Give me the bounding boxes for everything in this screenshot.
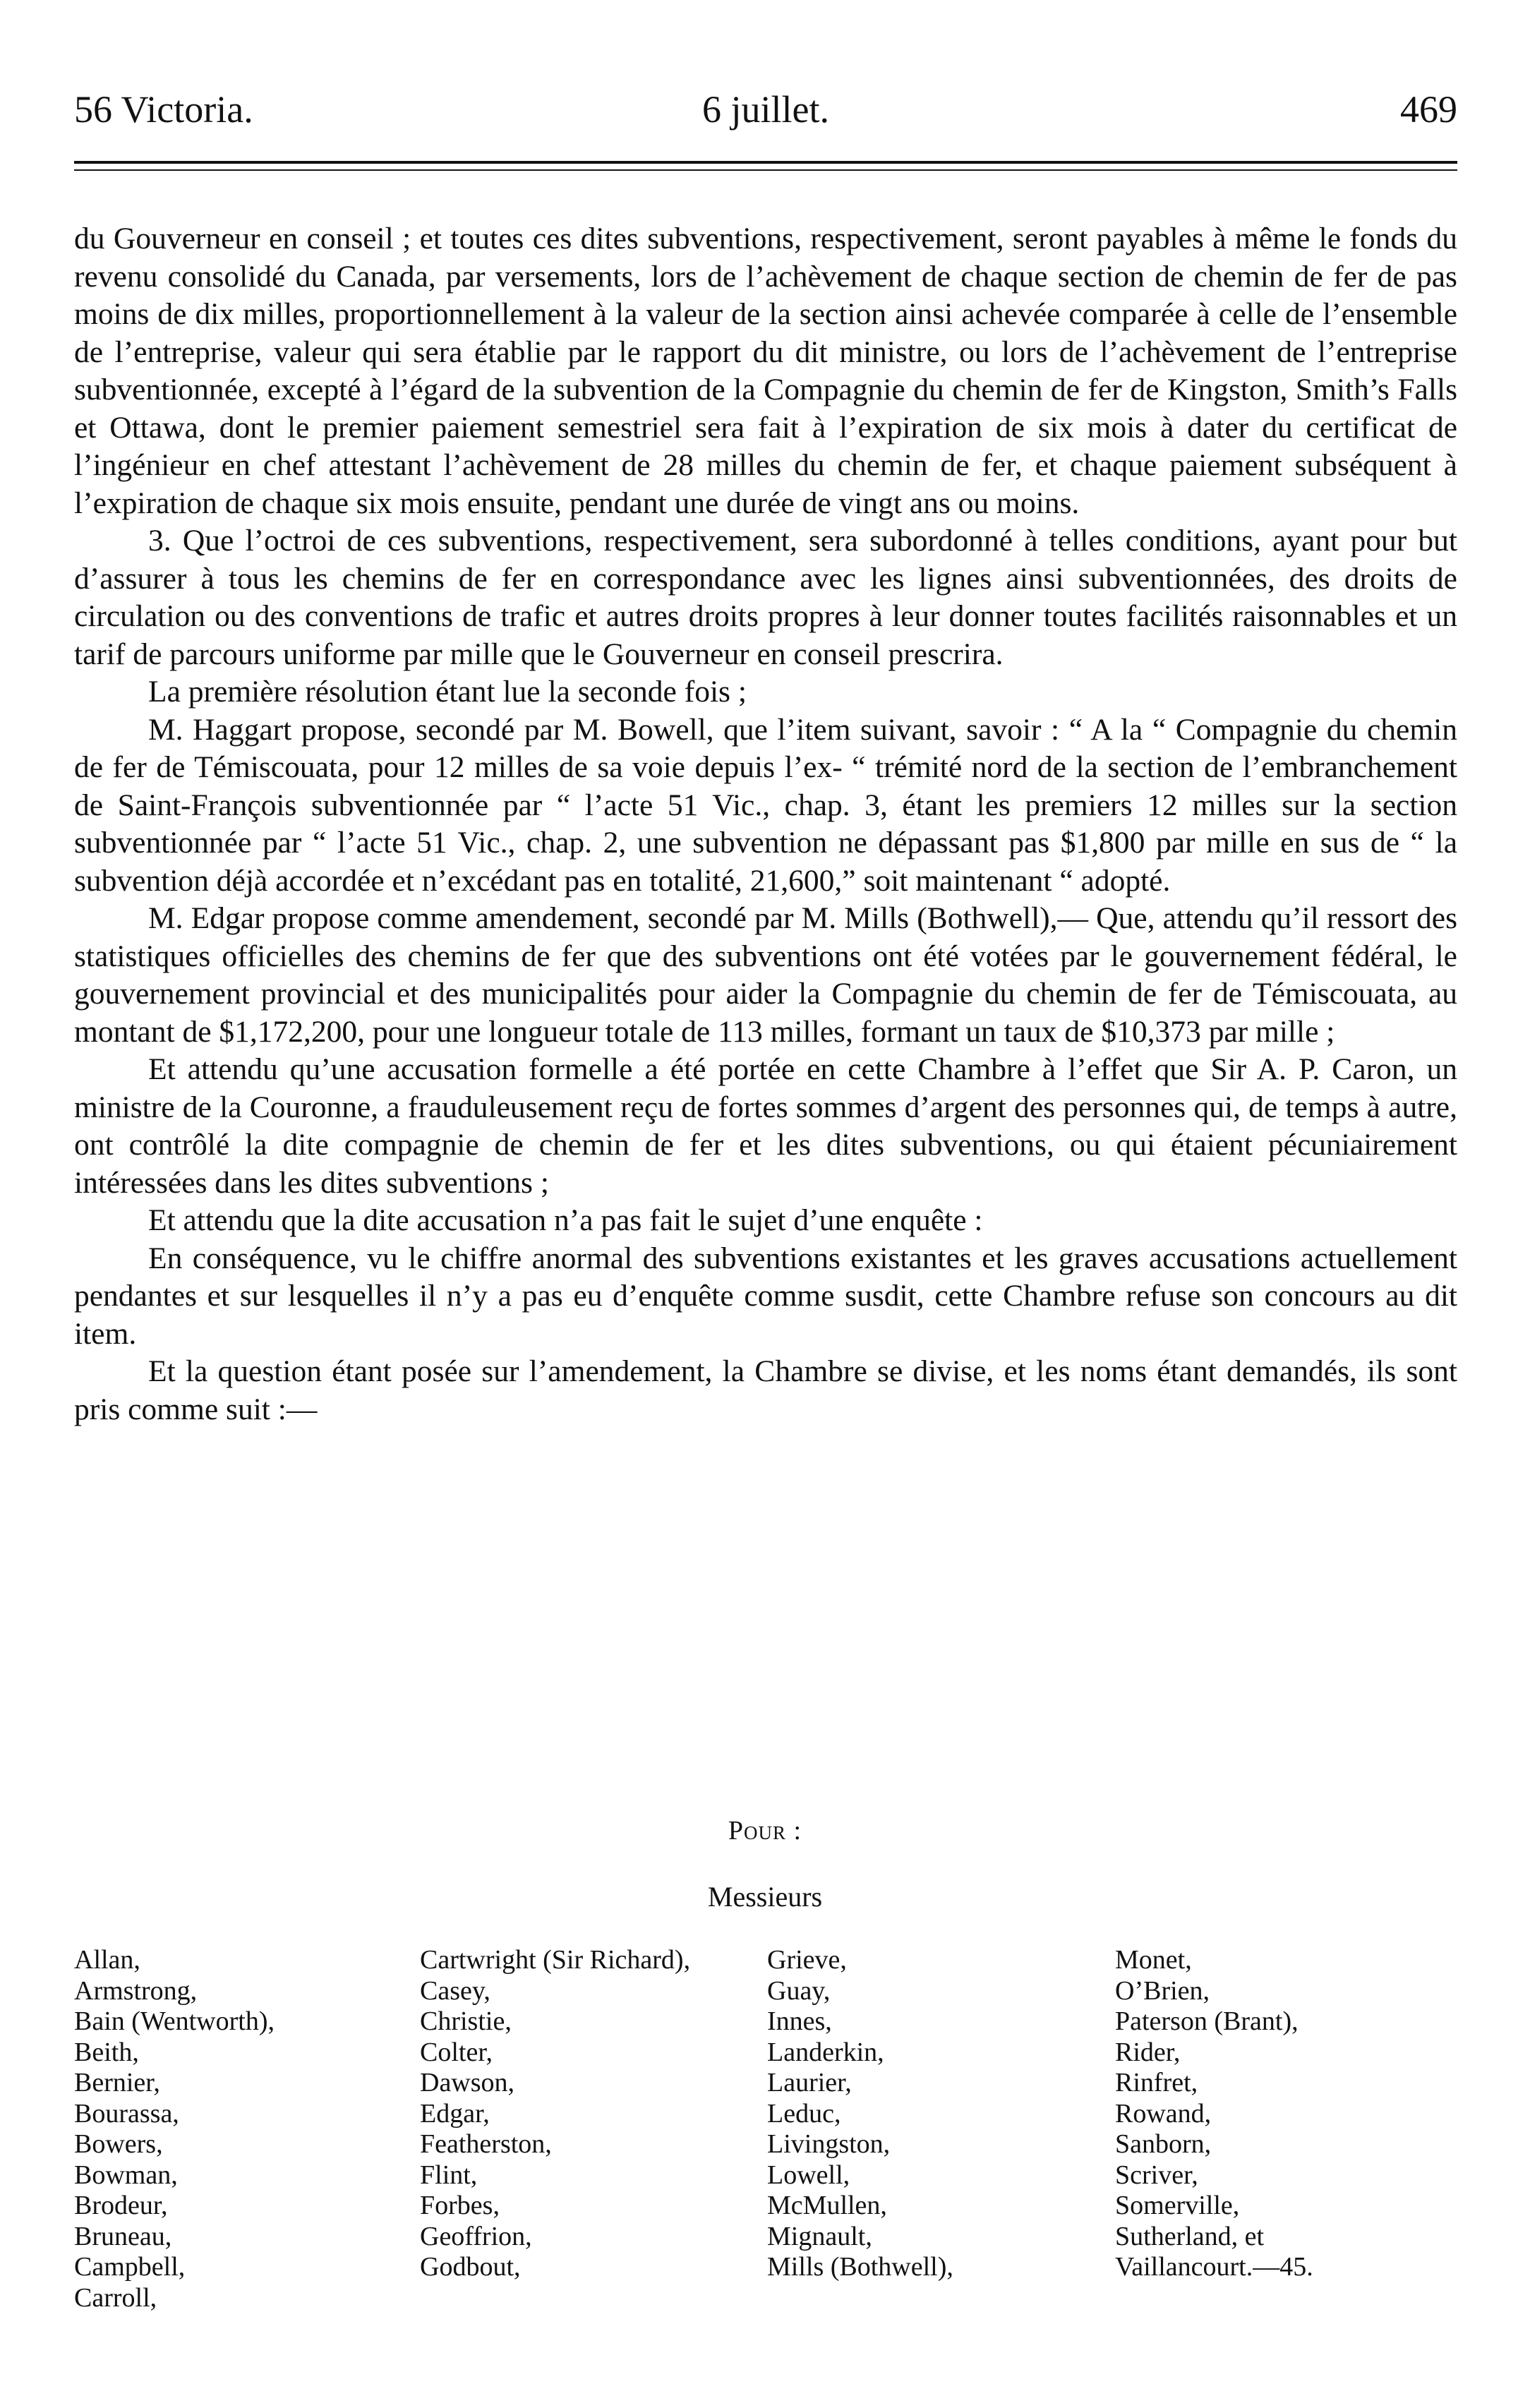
- member-name: Bowers,: [74, 2129, 163, 2159]
- member-name: Brodeur,: [74, 2191, 168, 2220]
- paragraph-accusation: Et attendu qu’une accusation formelle a été portée en cette Chambre à l’effet que Sir A. P. Caron, un ministre de la Couronne, a frauduleusement reçu de fortes sommes d’argent des personnes qui, de temps à autre, ont contrôlé la dite compagnie de chemin de fer et les dites subventions, ou qui étaient pécuniairement intéressées dans les dites subventions ;: [74, 1052, 1457, 1200]
- vote-heading: Pour :: [728, 1816, 802, 1846]
- member-name: Livingston,: [767, 2129, 891, 2159]
- member-name: Bowman,: [74, 2160, 178, 2190]
- header-session: 56 Victoria.: [74, 88, 253, 131]
- member-name: Godbout,: [420, 2252, 521, 2282]
- member-name: Bourassa,: [74, 2098, 179, 2129]
- member-name: Dawson,: [420, 2068, 515, 2097]
- header-date: 6 juillet.: [702, 88, 829, 131]
- member-name: Cartwright (Sir Richard),: [420, 1945, 691, 1975]
- header-rule-thin: [74, 169, 1457, 171]
- member-name: Innes,: [767, 2006, 832, 2036]
- member-name: Christie,: [420, 2006, 512, 2036]
- paragraph-edgar-amendment: M. Edgar propose comme amendement, secondé par M. Mills (Bothwell),— Que, attendu qu’il ressort des statistiques officielles des chemins de fer que des subventions ont été votées par le gouvernement fédéral, le gouvernement provincial et des municipalités pour aider la Compagnie du chemin de fer de Témiscouata, au montant de $1,172,200, pour une longueur totale de 113 milles, formant un taux de $10,373 par mille ;: [74, 901, 1457, 1049]
- member-name: McMullen,: [767, 2191, 887, 2220]
- member-name: Mills (Bothwell),: [767, 2252, 953, 2282]
- member-name: Forbes,: [420, 2191, 500, 2220]
- member-name: Featherston,: [420, 2129, 552, 2159]
- member-name: Geoffrion,: [420, 2221, 532, 2251]
- member-name: Laurier,: [767, 2068, 852, 2097]
- member-name: Vaillancourt.—45.: [1115, 2252, 1313, 2282]
- member-name: Scriver,: [1115, 2160, 1198, 2190]
- names-column-1: [74, 1945, 275, 2313]
- member-name: Lowell,: [767, 2160, 850, 2190]
- paragraph-no-inquiry: Et attendu que la dite accusation n’a pas fait le sujet d’une enquête :: [148, 1203, 983, 1237]
- names-column-4: [1115, 1945, 1313, 2283]
- member-name: Mignault,: [767, 2221, 872, 2251]
- member-name: Bain (Wentworth),: [74, 2006, 275, 2036]
- member-name: Bruneau,: [74, 2221, 172, 2251]
- member-name: Sanborn,: [1115, 2129, 1212, 2159]
- member-name: Bernier,: [74, 2068, 160, 2097]
- member-name: Landerkin,: [767, 2037, 884, 2067]
- member-name: Rider,: [1115, 2037, 1181, 2067]
- member-name: Leduc,: [767, 2098, 841, 2129]
- names-column-3: [767, 1945, 953, 2283]
- member-name: Somerville,: [1115, 2191, 1240, 2220]
- member-name: Campbell,: [74, 2252, 186, 2282]
- vote-names-list: [74, 1945, 1457, 2340]
- member-name: Colter,: [420, 2037, 493, 2067]
- paragraph-haggart-motion: M. Haggart propose, secondé par M. Bowell, que l’item suivant, savoir : “ A la “ Compagnie du chemin de fer de Témiscouata, pour 12 milles de sa voie depuis l’ex- “ trémité nord de la section de l’embranchement de Saint-François subventionnée par “ l’acte 51 Vic., chap. 3, étant les premiers 12 milles sur la section subventionnée par “ l’acte 51 Vic., chap. 2, une subvention ne dépassant pas $1,800 par mille en sus de “ la subvention déjà accordée et n’excédant pas en totalité, 21,600,” soit maintenant “ adopté.: [74, 712, 1457, 898]
- paragraph-continuation: du Gouverneur en conseil ; et toutes ces dites subventions, respectivement, seront payables à même le fonds du revenu consolidé du Canada, par versements, lors de l’achèvement de chaque section de chemin de fer de pas moins de dix milles, proportionnellement à la valeur de la section ainsi achevée comparée à celle de l’ensemble de l’entreprise, valeur qui sera établie par le rapport du dit ministre, ou lors de l’achèvement de l’entreprise subventionnée, excepté à l’égard de la subvention de la Compagnie du chemin de fer de Kingston, Smith’s Falls et Ottawa, dont le premier paiement semestriel sera fait à l’expiration de six mois à dater du certificat de l’ingénieur en chef attestant l’achèvement de 28 milles du chemin de fer, et chaque paiement subséquent à l’expiration de chaque six mois ensuite, pendant une durée de vingt ans ou moins.: [74, 222, 1457, 520]
- member-name: Casey,: [420, 1975, 490, 2006]
- member-name: Monet,: [1115, 1945, 1192, 1975]
- member-name: O’Brien,: [1115, 1975, 1210, 2006]
- member-name: Carroll,: [74, 2282, 157, 2313]
- paragraph-second-reading: La première résolution étant lue la seconde fois ;: [148, 675, 747, 709]
- member-name: Guay,: [767, 1975, 831, 2006]
- vote-subheading: Messieurs: [707, 1881, 823, 1913]
- body-text: [74, 220, 1457, 1428]
- member-name: Sutherland, et: [1115, 2221, 1265, 2251]
- member-name: Rinfret,: [1115, 2068, 1198, 2097]
- member-name: Allan,: [74, 1945, 140, 1975]
- member-name: Armstrong,: [74, 1975, 198, 2006]
- member-name: Beith,: [74, 2037, 139, 2067]
- member-name: Grieve,: [767, 1945, 847, 1975]
- member-name: Flint,: [420, 2160, 478, 2190]
- names-column-2: [420, 1945, 690, 2283]
- header-rule-thick: [74, 161, 1457, 164]
- member-name: Rowand,: [1115, 2098, 1212, 2129]
- member-name: Paterson (Brant),: [1115, 2006, 1299, 2036]
- member-name: Edgar,: [420, 2098, 490, 2129]
- paragraph-consequence: En conséquence, vu le chiffre anormal des subventions existantes et les graves accusations actuellement pendantes et sur lesquelles il n’y a pas eu d’enquête comme susdit, cette Chambre refuse son concours au dit item.: [74, 1241, 1457, 1351]
- paragraph-division: Et la question étant posée sur l’amendement, la Chambre se divise, et les noms étant demandés, ils sont pris comme suit :—: [74, 1354, 1457, 1426]
- page-header: [74, 81, 1457, 138]
- paragraph-resolution-3: 3. Que l’octroi de ces subventions, respectivement, sera subordonné à telles conditions, ayant pour but d’assurer à tous les chemins de fer en correspondance avec les lignes ainsi subventionnées, des droits de circulation ou des conventions de trafic et autres droits propres à leur donner toutes facilités raisonnables et un tarif de parcours uniforme par mille que le Gouverneur en conseil prescrira.: [74, 524, 1457, 671]
- page-number: 469: [1400, 88, 1457, 131]
